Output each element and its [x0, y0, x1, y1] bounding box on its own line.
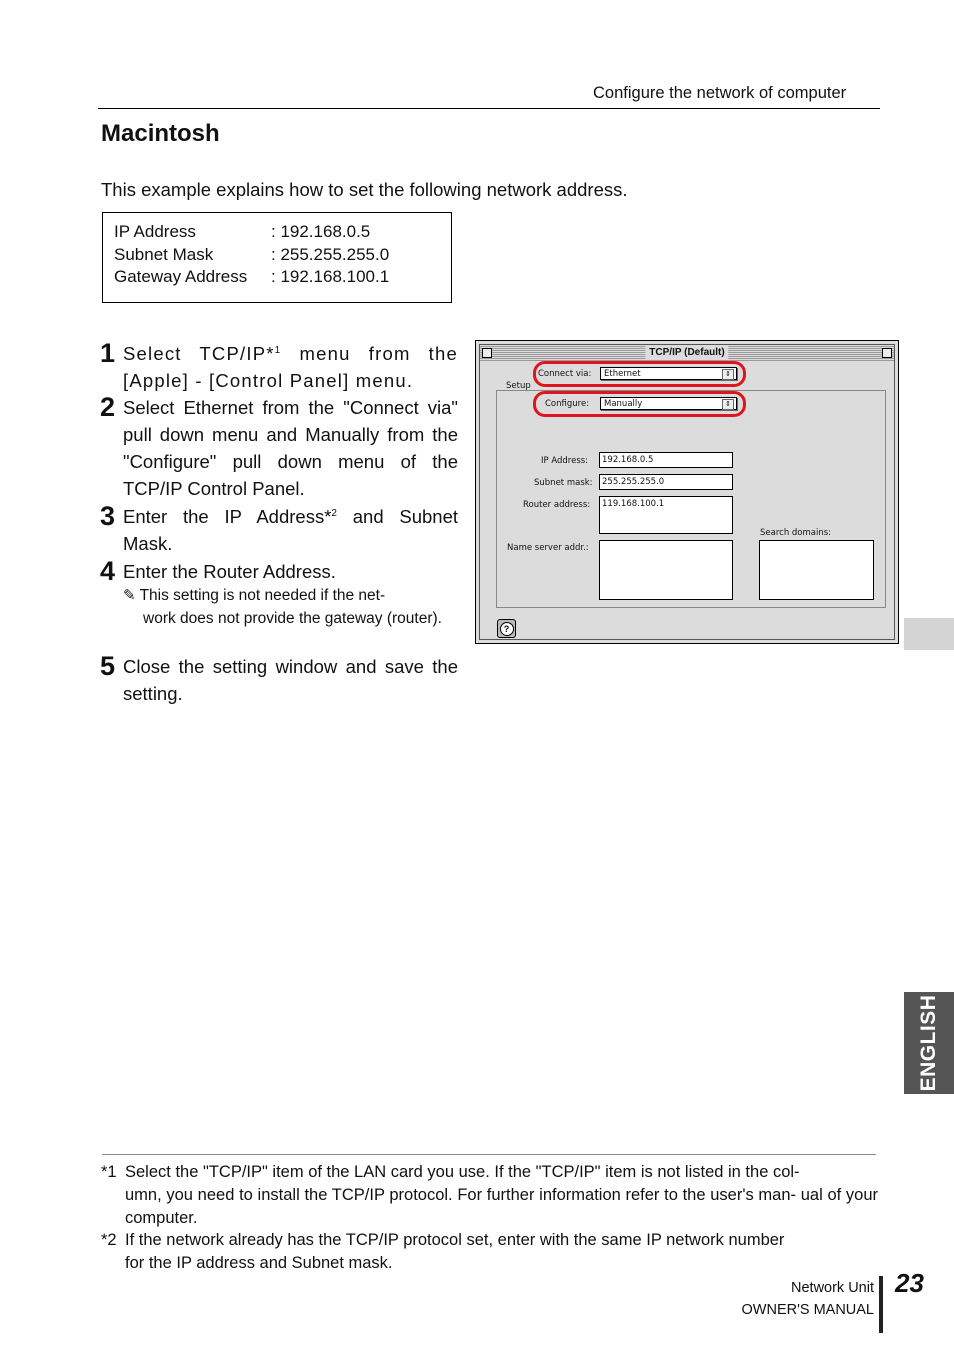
address-row-gateway: Gateway Address : 192.168.100.1	[114, 267, 390, 286]
connect-via-popup: Ethernet ⇕	[600, 367, 737, 380]
footnote-rule	[102, 1154, 876, 1155]
name-server-label: Name server addr.:	[507, 543, 589, 553]
step-4-note: ✎ This setting is not needed if the net- work does not provide the gateway (router).	[123, 587, 442, 627]
search-domains-field	[759, 540, 874, 600]
footer-bar	[879, 1276, 883, 1333]
highlight-connect-via	[533, 361, 746, 387]
step-number-2: 2	[100, 392, 116, 422]
highlight-configure	[533, 391, 746, 417]
router-address-field: 119.168.100.1	[599, 496, 733, 534]
address-row-subnet: Subnet Mask : 255.255.255.0	[114, 245, 390, 264]
ip-address-field: 192.168.0.5	[599, 452, 733, 468]
popup-arrows-icon: ⇕	[722, 399, 734, 410]
ip-address-label: IP Address:	[541, 456, 589, 466]
language-tab	[904, 992, 954, 1094]
address-box	[102, 212, 452, 303]
step-5-text: Close the setting window and save the setting.	[123, 656, 458, 704]
tcpip-window	[475, 340, 899, 644]
footer-product: Network Unit	[791, 1280, 874, 1296]
subnet-mask-label: Subnet mask:	[534, 478, 593, 488]
search-domains-label: Search domains:	[760, 528, 832, 538]
header-rule	[98, 108, 880, 109]
step-2-text: Select Ethernet from the "Connect via" pull down menu and Manually from the "Configure" pull down menu of the TCP/IP Control Panel.	[123, 397, 459, 499]
name-server-field	[599, 540, 733, 600]
help-button	[497, 619, 516, 638]
footnote-2: *2 If the network already has the TCP/IP protocol set, enter with the same IP network number for the IP address and Subnet mask.	[101, 1231, 785, 1272]
footnote-1: *1 Select the "TCP/IP" item of the LAN card you use. If the "TCP/IP" item is not listed in the col- umn, you need to install the TCP/IP protocol. For further information refer to the user's man- ual of your computer.	[101, 1163, 878, 1227]
step-number-4: 4	[100, 556, 116, 586]
close-box-icon	[482, 348, 492, 358]
footer-manual: OWNER'S MANUAL	[741, 1302, 874, 1318]
page-number: 23	[895, 1268, 924, 1298]
router-address-label: Router address:	[523, 500, 591, 510]
window-titlebar	[480, 345, 894, 361]
step-3-text: Enter the IP Address*$^2$ and Subnet Mask.	[123, 506, 459, 554]
intro-text: This example explains how to set the following network address.	[101, 179, 628, 200]
configure-label: Configure:	[545, 399, 590, 409]
step-4-text: Enter the Router Address.	[123, 561, 336, 582]
step-number-1: 1	[100, 338, 116, 368]
subnet-mask-field: 255.255.255.0	[599, 474, 733, 490]
connect-via-label: Connect via:	[538, 369, 592, 379]
zoom-box-icon	[882, 348, 892, 358]
step-number-5: 5	[100, 651, 116, 681]
setup-label: Setup	[506, 381, 531, 391]
window-title: TCP/IP (Default)	[645, 346, 728, 360]
address-row-ip: IP Address : 192.168.0.5	[114, 222, 371, 241]
side-tab-marker	[904, 618, 954, 650]
popup-arrows-icon: ⇕	[722, 369, 734, 380]
running-header: Configure the network of computer	[593, 84, 847, 102]
pencil-icon: ✎	[123, 587, 136, 604]
step-number-3: 3	[100, 501, 116, 531]
section-title: Macintosh	[101, 120, 220, 147]
help-icon: ?	[500, 622, 514, 636]
configure-popup: Manually ⇕	[600, 397, 737, 410]
language-tab-label: ENGLISH	[917, 994, 940, 1092]
step-1-text: Select TCP/IP*$^1$ menu from the [Apple] - [Control Panel] menu.	[123, 343, 458, 391]
